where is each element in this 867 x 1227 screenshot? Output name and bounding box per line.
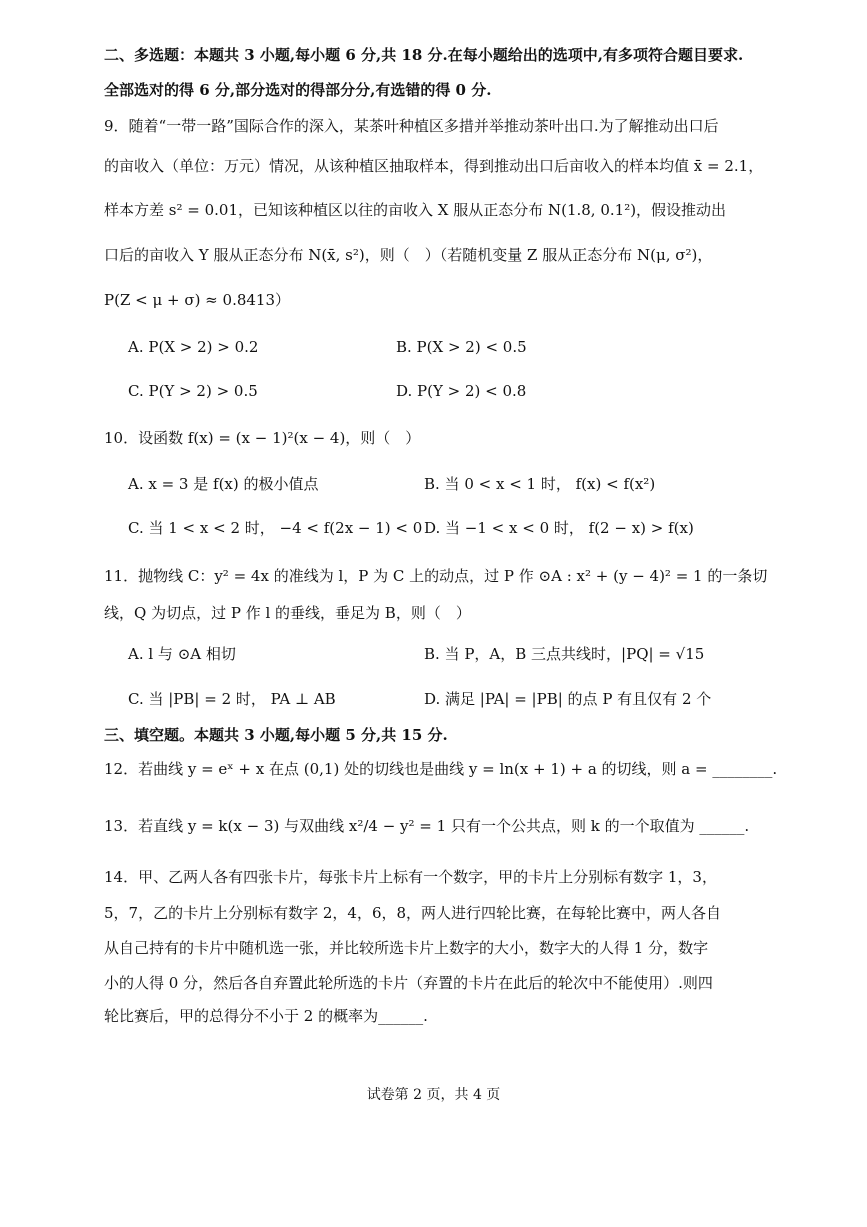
option-9a: A. P(X > 2) > 0.2 (128, 338, 259, 356)
section-heading: 二、多选题：本题共 3 小题,每小题 6 分,共 18 分.在每小题给出的选项中,有多项符合题目要求. (104, 46, 744, 64)
option-11a: A. l 与 ⊙A 相切 (128, 645, 236, 663)
question-14-text: 小的人得 0 分，然后各自弃置此轮所选的卡片（弃置的卡片在此后的轮次中不能使用）.则四 (104, 974, 713, 992)
question-12-text: 12．若曲线 y = eˣ + x 在点 (0,1) 处的切线也是曲线 y = ln(x + 1) + a 的切线，则 a = ________. (104, 760, 778, 778)
question-14-text: 轮比赛后，甲的总得分不小于 2 的概率为______. (104, 1007, 428, 1025)
option-9c: C. P(Y > 2) > 0.5 (128, 382, 258, 400)
section-heading-note: 全部选对的得 6 分,部分选对的得部分分,有选错的得 0 分. (104, 81, 492, 99)
question-9-text: P(Z < μ + σ) ≈ 0.8413） (104, 291, 291, 309)
page-footer: 试卷第 2 页，共 4 页 (366, 1087, 501, 1103)
question-10-text: 10．设函数 f(x) = (x − 1)²(x − 4)，则（ ） (104, 429, 421, 447)
question-13-text: 13．若直线 y = k(x − 3) 与双曲线 x²/4 − y² = 1 只有一个公共点，则 k 的一个取值为 ______. (104, 817, 750, 835)
option-10b: B. 当 0 < x < 1 时， f(x) < f(x²) (424, 475, 656, 493)
option-10d: D. 当 −1 < x < 0 时， f(2 − x) > f(x) (424, 519, 694, 537)
question-11-text: 线，Q 为切点，过 P 作 l 的垂线，垂足为 B，则（ ） (104, 604, 471, 622)
question-9-text: 9．随着“一带一路”国际合作的深入，某茶叶种植区多措并举推动茶叶出口.为了解推动出口后 (104, 117, 719, 135)
question-14-text: 从自己持有的卡片中随机选一张，并比较所选卡片上数字的大小，数字大的人得 1 分，数字 (104, 939, 709, 957)
option-11c: C. 当 |PB| = 2 时， PA ⊥ AB (128, 690, 336, 708)
option-9b: B. P(X > 2) < 0.5 (396, 338, 527, 356)
question-14-text: 14．甲、乙两人各有四张卡片，每张卡片上标有一个数字，甲的卡片上分别标有数字 1，3， (104, 868, 717, 886)
question-9-text: 的亩收入（单位：万元）情况，从该种植区抽取样本，得到推动出口后亩收入的样本均值 x̄ = 2.1， (104, 157, 764, 175)
option-10a: A. x = 3 是 f(x) 的极小值点 (128, 475, 319, 493)
option-10c: C. 当 1 < x < 2 时， −4 < f(2x − 1) < 0 (128, 519, 423, 537)
option-9d: D. P(Y > 2) < 0.8 (396, 382, 527, 400)
question-9-text: 样本方差 s² = 0.01，已知该种植区以往的亩收入 X 服从正态分布 N(1.8, 0.1²)，假设推动出 (104, 201, 727, 219)
option-11d: D. 满足 |PA| = |PB| 的点 P 有且仅有 2 个 (424, 690, 712, 708)
section-heading: 三、填空题。本题共 3 小题,每小题 5 分,共 15 分. (104, 726, 448, 744)
option-11b: B. 当 P，A，B 三点共线时，|PQ| = √15 (424, 645, 705, 663)
question-11-text: 11．抛物线 C：y² = 4x 的准线为 l，P 为 C 上的动点，过 P 作 ⊙A : x² + (y − 4)² = 1 的一条切 (104, 567, 768, 585)
question-14-text: 5，7，乙的卡片上分别标有数字 2，4，6，8，两人进行四轮比赛，在每轮比赛中，两人各自 (104, 904, 722, 922)
question-9-text: 口后的亩收入 Y 服从正态分布 N(x̄, s²)，则（ ）（若随机变量 Z 服从正态分布 N(μ, σ²)， (104, 246, 713, 264)
